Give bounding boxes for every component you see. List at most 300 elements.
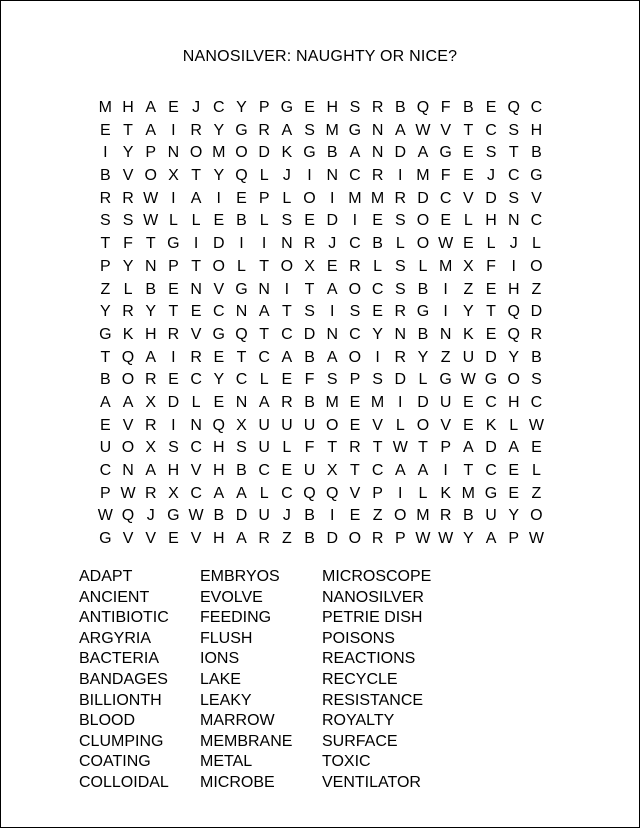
grid-letter: P	[440, 439, 451, 457]
grid-letter: B	[304, 348, 315, 366]
grid-letter: U	[303, 416, 316, 434]
grid-letter: L	[486, 235, 496, 253]
grid-letter: Q	[212, 416, 225, 434]
grid-letter: E	[440, 212, 451, 230]
grid-letter: T	[236, 348, 247, 366]
grid-letter: B	[304, 507, 315, 525]
grid-letter: R	[258, 121, 270, 139]
grid-letter: C	[235, 371, 248, 389]
grid-row	[94, 324, 548, 347]
grid-letter: Q	[416, 99, 430, 116]
word-list-item: LEAKY	[200, 691, 252, 709]
grid-letter: C	[349, 325, 361, 343]
grid-letter: E	[372, 212, 383, 230]
grid-letter: V	[122, 167, 134, 185]
grid-letter: C	[213, 99, 225, 116]
grid-letter: W	[120, 484, 136, 502]
grid-letter: A	[326, 280, 338, 298]
grid-letter: H	[326, 99, 338, 116]
grid-letter: A	[190, 189, 202, 207]
grid-letter: U	[258, 439, 270, 457]
grid-letter: E	[168, 99, 179, 116]
grid-letter: M	[370, 189, 385, 207]
grid-letter: O	[235, 144, 248, 162]
grid-letter: S	[372, 371, 383, 389]
grid-letter: J	[282, 167, 291, 185]
grid-letter: O	[280, 257, 294, 275]
grid-letter: H	[213, 439, 225, 457]
grid-letter: D	[235, 507, 248, 525]
grid-letter: L	[191, 393, 201, 411]
grid-letter: Q	[507, 303, 520, 321]
grid-letter: K	[122, 325, 134, 343]
grid-letter: W	[188, 507, 204, 525]
grid-row	[94, 233, 548, 256]
grid-letter: T	[463, 462, 474, 479]
grid-letter: Y	[122, 257, 134, 275]
grid-letter: L	[418, 257, 428, 275]
grid-letter: P	[258, 99, 270, 116]
grid-letter: V	[440, 416, 451, 434]
grid-letter: T	[191, 167, 201, 185]
grid-letter: S	[168, 439, 179, 457]
grid-letter: P	[349, 371, 361, 389]
grid-letter: B	[372, 235, 383, 253]
grid-letter: O	[121, 371, 135, 389]
grid-letter: V	[372, 416, 383, 434]
grid-letter: Z	[531, 280, 542, 298]
grid-letter: G	[280, 99, 294, 116]
grid-letter: H	[213, 530, 225, 548]
grid-letter: R	[394, 348, 407, 366]
grid-letter: G	[348, 121, 362, 139]
grid-letter: R	[371, 99, 384, 116]
grid-letter: N	[122, 462, 134, 479]
grid-letter: G	[212, 325, 225, 343]
word-list-item: REACTIONS	[322, 650, 416, 668]
grid-letter: V	[440, 121, 451, 139]
grid-letter: D	[417, 393, 429, 411]
grid-letter: O	[530, 507, 543, 525]
grid-letter: W	[97, 507, 113, 525]
grid-letter: W	[438, 235, 454, 253]
grid-letter: E	[485, 280, 497, 298]
grid-letter: G	[235, 280, 248, 298]
word-column	[322, 567, 482, 794]
grid-letter: W	[415, 530, 431, 548]
grid-letter: C	[190, 439, 202, 457]
grid-row	[94, 483, 548, 506]
grid-letter: T	[372, 439, 383, 457]
grid-letter: W	[143, 189, 159, 207]
grid-letter: H	[485, 212, 497, 230]
grid-letter: B	[100, 167, 111, 185]
grid-letter: E	[531, 439, 542, 457]
grid-letter: Y	[508, 507, 520, 525]
grid-letter: T	[486, 303, 496, 321]
grid-letter: J	[328, 235, 337, 253]
grid-letter: R	[530, 325, 543, 343]
grid-letter: S	[531, 371, 542, 389]
grid-letter: C	[349, 235, 361, 253]
grid-row	[94, 279, 548, 302]
grid-letter: O	[394, 507, 407, 525]
grid-letter: P	[100, 257, 111, 275]
grid-letter: O	[416, 235, 430, 253]
grid-letter: W	[143, 212, 159, 230]
puzzle-title: NANOSILVER: NAUGHTY OR NICE?	[182, 48, 458, 65]
grid-letter: I	[329, 189, 335, 207]
word-list-item: COATING	[79, 753, 151, 771]
grid-row	[94, 347, 548, 370]
grid-letter: C	[371, 280, 384, 298]
grid-letter: S	[304, 121, 315, 139]
grid-letter: W	[415, 121, 431, 139]
grid-letter: E	[281, 371, 293, 389]
grid-letter: U	[258, 416, 270, 434]
grid-letter: Y	[463, 530, 474, 548]
grid-letter: G	[99, 530, 112, 548]
word-list-item: MARROW	[200, 712, 275, 730]
grid-letter: O	[507, 371, 520, 389]
grid-letter: L	[237, 257, 246, 275]
grid-letter: N	[281, 235, 293, 253]
grid-letter: L	[282, 439, 292, 457]
grid-letter: O	[530, 257, 543, 275]
grid-letter: X	[168, 484, 179, 502]
grid-letter: A	[236, 530, 247, 548]
grid-letter: S	[349, 303, 361, 321]
grid-letter: L	[418, 484, 428, 502]
grid-letter: T	[508, 144, 519, 162]
grid-letter: V	[463, 189, 474, 207]
word-list-item: ANCIENT	[79, 588, 150, 606]
grid-letter: C	[349, 167, 361, 185]
grid-letter: N	[235, 303, 248, 321]
grid-letter: X	[236, 416, 247, 434]
grid-letter: G	[167, 235, 180, 253]
grid-letter: K	[485, 416, 497, 434]
grid-letter: K	[281, 144, 293, 162]
grid-letter: S	[100, 212, 111, 230]
word-list-item: MICROSCOPE	[322, 568, 432, 585]
grid-letter: D	[485, 189, 497, 207]
grid-letter: L	[531, 462, 541, 479]
grid-letter: L	[123, 280, 133, 298]
word-list-item: TOXIC	[322, 753, 371, 771]
grid-letter: D	[167, 393, 180, 411]
grid-letter: L	[395, 416, 405, 434]
grid-letter: C	[258, 348, 270, 366]
word-list-item: BLOOD	[79, 712, 136, 730]
grid-letter: D	[303, 325, 316, 343]
grid-letter: E	[304, 99, 315, 116]
grid-letter: T	[350, 462, 360, 479]
grid-letter: G	[167, 507, 180, 525]
grid-letter: C	[281, 325, 293, 343]
grid-letter: N	[258, 280, 270, 298]
grid-letter: L	[259, 212, 269, 230]
grid-letter: B	[463, 507, 474, 525]
grid-letter: R	[190, 348, 202, 366]
grid-letter: B	[236, 462, 247, 479]
grid-letter: T	[145, 235, 156, 253]
grid-letter: M	[325, 121, 339, 139]
grid-letter: T	[191, 257, 201, 275]
grid-letter: O	[212, 257, 225, 275]
grid-letter: Q	[507, 325, 520, 343]
grid-letter: Z	[463, 280, 474, 298]
grid-letter: V	[122, 416, 134, 434]
grid-letter: B	[463, 99, 474, 116]
grid-letter: N	[235, 393, 248, 411]
grid-letter: E	[372, 303, 383, 321]
grid-letter: P	[372, 484, 383, 502]
grid-letter: E	[349, 393, 361, 411]
grid-row	[94, 97, 548, 120]
grid-letter: T	[463, 121, 474, 139]
grid-letter: A	[281, 348, 293, 366]
grid-letter: A	[394, 462, 406, 479]
grid-letter: R	[144, 371, 157, 389]
grid-letter: A	[236, 484, 247, 502]
grid-letter: C	[99, 462, 112, 479]
grid-letter: B	[100, 371, 111, 389]
grid-letter: Z	[440, 348, 451, 366]
word-list-item: ADAPT	[79, 568, 133, 585]
grid-letter: L	[168, 212, 178, 230]
grid-letter: J	[487, 167, 496, 185]
word-list	[79, 567, 482, 794]
grid-letter: T	[123, 121, 133, 139]
grid-letter: J	[192, 99, 201, 116]
grid-letter: V	[122, 530, 134, 548]
grid-letter: V	[531, 189, 542, 207]
grid-letter: R	[258, 530, 270, 548]
grid-letter: A	[349, 144, 361, 162]
grid-row	[94, 256, 548, 279]
grid-letter: Q	[325, 484, 339, 502]
grid-row	[94, 210, 548, 233]
grid-letter: E	[508, 462, 520, 479]
grid-letter: M	[325, 393, 339, 411]
grid-letter: L	[259, 167, 269, 185]
grid-letter: E	[485, 325, 497, 343]
grid-letter: F	[304, 371, 315, 389]
grid-letter: R	[122, 189, 134, 207]
grid-letter: B	[531, 144, 542, 162]
grid-row	[94, 437, 548, 460]
grid-letter: T	[259, 325, 270, 343]
grid-letter: B	[213, 507, 225, 525]
grid-letter: N	[167, 144, 180, 162]
grid-letter: F	[440, 99, 451, 116]
grid-letter: W	[528, 530, 544, 548]
grid-row	[94, 301, 548, 324]
grid-letter: A	[145, 462, 157, 479]
grid-letter: Y	[213, 371, 225, 389]
grid-letter: C	[190, 371, 202, 389]
grid-letter: A	[100, 393, 111, 411]
word-list-item: EVOLVE	[200, 588, 263, 606]
grid-row	[94, 120, 548, 143]
grid-letter: I	[193, 235, 199, 253]
grid-letter: M	[461, 484, 475, 502]
word-list-item: MEMBRANE	[200, 732, 293, 750]
grid-letter: R	[144, 416, 157, 434]
grid-letter: R	[303, 235, 316, 253]
grid-letter: Q	[121, 507, 135, 525]
word-column	[79, 567, 200, 794]
grid-letter: O	[189, 144, 203, 162]
grid-letter: H	[122, 99, 134, 116]
grid-letter: S	[508, 189, 520, 207]
grid-letter: I	[216, 189, 221, 207]
grid-letter: M	[416, 167, 430, 185]
word-list-item: SURFACE	[322, 732, 398, 750]
grid-letter: P	[258, 189, 270, 207]
grid-letter: E	[485, 99, 497, 116]
grid-letter: C	[281, 484, 293, 502]
grid-letter: E	[100, 121, 111, 139]
grid-letter: V	[213, 280, 225, 298]
grid-letter: I	[398, 167, 403, 185]
grid-letter: X	[168, 167, 179, 185]
grid-letter: E	[326, 257, 338, 275]
word-list-item: VENTILATOR	[322, 773, 421, 791]
grid-letter: T	[168, 303, 179, 321]
grid-letter: V	[190, 462, 202, 479]
grid-letter: L	[259, 484, 269, 502]
word-list-item: ARGYRIA	[79, 629, 152, 647]
grid-letter: K	[440, 484, 451, 502]
grid-letter: G	[439, 371, 452, 389]
grid-letter: E	[508, 484, 520, 502]
grid-letter: N	[439, 325, 452, 343]
grid-row	[94, 369, 548, 392]
grid-letter: O	[348, 348, 362, 366]
grid-letter: Y	[213, 121, 225, 139]
grid-letter: D	[417, 189, 429, 207]
grid-letter: Z	[100, 280, 111, 298]
grid-letter: U	[485, 507, 497, 525]
grid-letter: E	[168, 280, 179, 298]
grid-row	[94, 142, 548, 165]
grid-letter: E	[349, 416, 361, 434]
grid-letter: I	[307, 167, 312, 185]
grid-letter: Y	[100, 303, 111, 321]
grid-letter: I	[329, 507, 335, 525]
grid-letter: L	[509, 416, 519, 434]
grid-letter: A	[122, 393, 134, 411]
grid-letter: R	[167, 325, 180, 343]
grid-letter: E	[304, 212, 315, 230]
grid-letter: U	[281, 416, 293, 434]
grid-letter: M	[98, 99, 112, 116]
grid-letter: O	[303, 189, 316, 207]
grid-letter: Y	[213, 167, 225, 185]
grid-letter: G	[484, 371, 498, 389]
letter-grid	[94, 97, 548, 551]
word-list-item: METAL	[200, 753, 253, 771]
grid-letter: S	[281, 212, 293, 230]
grid-letter: Y	[122, 144, 134, 162]
word-list-item: BANDAGES	[79, 670, 168, 688]
grid-letter: P	[168, 257, 179, 275]
grid-letter: E	[213, 393, 225, 411]
grid-letter: G	[235, 121, 248, 139]
grid-letter: O	[416, 212, 430, 230]
grid-letter: D	[394, 144, 407, 162]
grid-letter: Z	[281, 530, 292, 548]
word-list-item: MICROBE	[200, 773, 275, 791]
grid-letter: Q	[235, 325, 248, 343]
grid-letter: F	[304, 439, 315, 457]
grid-letter: E	[168, 371, 179, 389]
grid-letter: D	[485, 348, 497, 366]
grid-letter: C	[371, 462, 384, 479]
grid-letter: I	[443, 303, 448, 321]
grid-letter: I	[329, 303, 335, 321]
grid-letter: Y	[417, 348, 429, 366]
grid-letter: S	[394, 257, 406, 275]
grid-letter: J	[282, 507, 291, 525]
grid-letter: I	[443, 280, 448, 298]
grid-letter: W	[528, 416, 544, 434]
grid-letter: B	[304, 393, 315, 411]
grid-letter: S	[236, 439, 247, 457]
grid-letter: E	[349, 507, 361, 525]
grid-letter: H	[530, 121, 543, 139]
grid-letter: Y	[463, 303, 474, 321]
grid-letter: S	[485, 144, 497, 162]
grid-letter: S	[122, 212, 134, 230]
grid-letter: A	[394, 121, 406, 139]
grid-letter: Y	[236, 99, 247, 116]
word-list-item: LAKE	[200, 670, 241, 688]
grid-letter: R	[99, 189, 112, 207]
grid-letter: Y	[145, 303, 157, 321]
grid-letter: I	[284, 280, 290, 298]
grid-letter: Z	[531, 484, 542, 502]
grid-letter: X	[145, 439, 157, 457]
grid-letter: D	[326, 212, 338, 230]
grid-letter: A	[417, 462, 429, 479]
grid-letter: L	[282, 189, 292, 207]
grid-letter: R	[371, 167, 384, 185]
grid-letter: D	[213, 235, 225, 253]
grid-letter: F	[440, 167, 451, 185]
grid-letter: K	[463, 325, 474, 343]
grid-letter: R	[281, 393, 293, 411]
grid-letter: E	[236, 189, 247, 207]
grid-letter: C	[485, 462, 497, 479]
grid-letter: G	[484, 484, 498, 502]
grid-letter: M	[370, 393, 385, 411]
grid-letter: A	[281, 121, 293, 139]
grid-letter: A	[463, 439, 474, 457]
grid-letter: W	[438, 530, 454, 548]
grid-letter: S	[326, 371, 338, 389]
word-list-item: CLUMPING	[79, 732, 164, 750]
word-list-item: FLUSH	[200, 629, 253, 647]
grid-letter: V	[190, 530, 202, 548]
grid-letter: T	[259, 257, 270, 275]
grid-letter: F	[486, 257, 496, 275]
grid-letter: Q	[235, 167, 248, 185]
grid-letter: C	[507, 167, 520, 185]
word-list-item: RESISTANCE	[322, 691, 424, 709]
